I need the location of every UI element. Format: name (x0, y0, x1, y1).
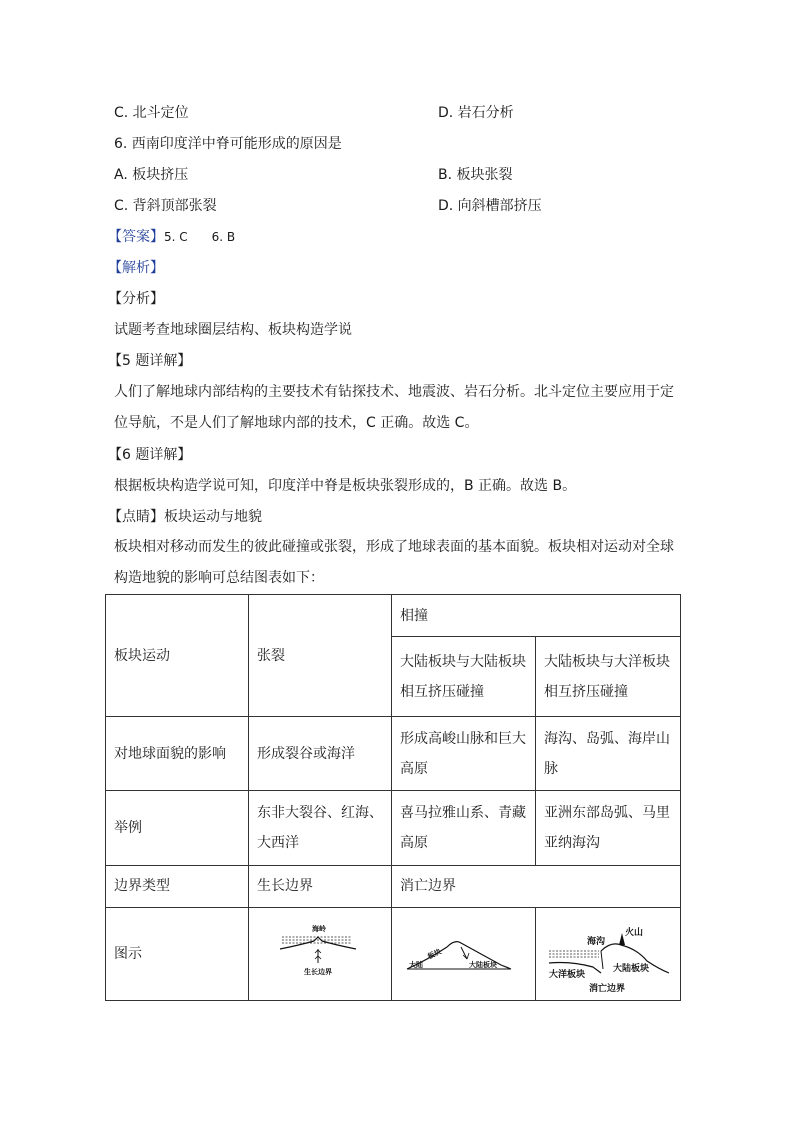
ocean-plate-label: 大洋板块 (548, 970, 585, 981)
question-6-stem: 6. 西南印度洋中脊可能形成的原因是 (114, 136, 342, 152)
impact-continent-continent: 形成高峻山脉和巨大高原 (392, 717, 536, 791)
option-b-q6: B. 板块张裂 (438, 167, 513, 183)
option-c-q6: C. 背斜顶部张裂 (114, 198, 217, 214)
subduction-boundary-label: 消亡边界 (588, 984, 625, 995)
boundary-rift: 生长边界 (249, 865, 392, 907)
key-point-title: 板块运动与地貌 (164, 509, 262, 525)
answer-label: 【答案】 (108, 229, 164, 245)
land-plate-label: 大陆板块 (612, 964, 649, 975)
example-rift: 东非大裂谷、红海、大西洋 (249, 791, 392, 865)
detail-5-label: 【5 题详解】 (108, 353, 192, 369)
continent-ocean-collision-diagram (541, 911, 676, 996)
key-point-text: 板块相对移动而发生的彼此碰撞或张裂，形成了地球表面的基本面貌。板块相对运动对全球构造地貌的影响可总结图表如下： (114, 539, 674, 586)
detail-5-text: 人们了解地球内部结构的主要技术有钻探技术、地震波、岩石分析。北斗定位主要应用于定位导航，不是人们了解地球内部的技术，C 正确。故选 C。 (114, 384, 674, 431)
analysis-text: 试题考查地球圈层结构、板块构造学说 (114, 322, 352, 338)
rift-boundary-diagram (270, 919, 370, 989)
impact-continent-ocean: 海沟、岛弧、海岸山脉 (536, 717, 681, 791)
key-point-label: 【点睛】 (108, 509, 164, 525)
boundary-collide: 消亡边界 (392, 865, 681, 907)
example-continent-continent: 喜马拉雅山系、青藏高原 (392, 791, 536, 865)
header-collide: 相撞 (392, 595, 681, 637)
analysis-label: 【解析】 (108, 260, 164, 276)
header-motion: 板块运动 (106, 595, 249, 717)
option-d-q5: D. 岩石分析 (438, 105, 514, 121)
diagram-rift-cell (249, 907, 392, 1000)
detail-6-label: 【6 题详解】 (108, 447, 192, 463)
continent-collision-diagram (399, 919, 529, 989)
detail-6-text: 根据板块构造学说可知，印度洋中脊是板块张裂形成的，B 正确。故选 B。 (114, 478, 577, 494)
impact-label: 对地球面貌的影响 (106, 717, 249, 791)
rift-boundary-label: 生长边界 (304, 966, 332, 976)
cc-left-label: 大陆 (408, 959, 423, 969)
example-continent-ocean: 亚洲东部岛弧、马里亚纳海沟 (536, 791, 681, 865)
header-continent-continent: 大陆板块与大陆板块相互挤压碰撞 (392, 637, 536, 717)
diagram-label: 图示 (106, 907, 249, 1000)
header-rift: 张裂 (249, 595, 392, 717)
volcano-label: 火山 (624, 928, 643, 939)
impact-rift: 形成裂谷或海洋 (249, 717, 392, 791)
key-point-line (108, 507, 262, 527)
trench-label: 海沟 (586, 937, 605, 948)
option-d-q6: D. 向斜槽部挤压 (438, 198, 542, 214)
ridge-label: 海岭 (312, 923, 326, 933)
diagram-co-cell (536, 907, 681, 1000)
plate-motion-table (105, 594, 680, 1001)
header-continent-ocean: 大陆板块与大洋板块相互挤压碰撞 (536, 637, 681, 717)
option-a-q6: A. 板块挤压 (114, 167, 189, 183)
cc-right-label: 大陆板块 (468, 959, 497, 969)
diagram-cc-cell (392, 907, 536, 1000)
answer-text: 5. C 6. B (164, 230, 236, 244)
example-label: 举例 (106, 791, 249, 865)
analysis-sub-label: 【分析】 (108, 291, 164, 307)
boundary-label: 边界类型 (106, 865, 249, 907)
cc-plate-label: 板块 (425, 946, 443, 961)
option-c-q5: C. 北斗定位 (114, 105, 189, 121)
answer-line (108, 227, 235, 247)
